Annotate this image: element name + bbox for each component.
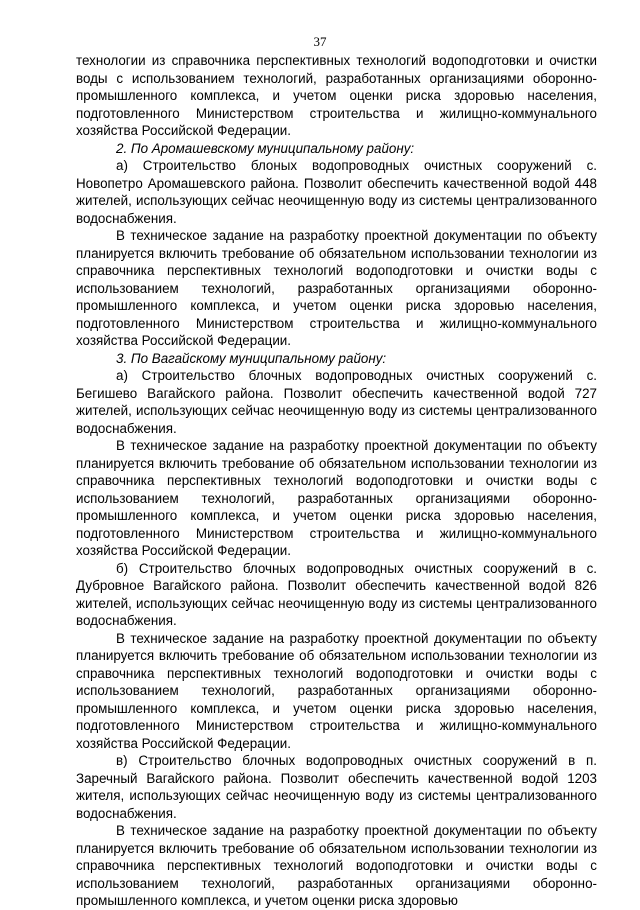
document-body [76,52,597,910]
paragraph-technical-requirement: В техническое задание на разработку проектной документации по объекту планируется включить требование об обязательном использовании технологии из справочника перспективных технологий водоподготовки и очистки воды с использованием технологий, разработанных организациями оборонно-промышленного комплекса, и учетом оценки риска здоровью населения, подготовленного Министерством строительства и жилищно-коммунального хозяйства Российской Федерации. [76,630,597,751]
page-number: 37 [313,34,327,49]
paragraph-continuation: технологии из справочника перспективных технологий водоподготовки и очистки воды с использованием технологий, разработанных организациями оборонно-промышленного комплекса, и учетом оценки риска здоровью населения, подготовленного Министерством строительства и жилищно-коммунального хозяйства Российской Федерации. [76,53,597,138]
paragraph-item-v-zarechny: в) Строительство блочных водопроводных очистных сооружений в п. Заречный Вагайского района. Позволит обеспечить качественной водой 1203 жителя, использующих сейчас неочищенную воду из системы централизованного водоснабжения. [76,753,597,821]
paragraph-technical-requirement: В техническое задание на разработку проектной документации по объекту планируется включить требование об обязательном использовании технологии из справочника перспективных технологий водоподготовки и очистки воды с использованием технологий, разработанных организациями оборонно-промышленного комплекса, и учетом оценки риска здоровью [76,823,597,908]
paragraph-technical-requirement: В техническое задание на разработку проектной документации по объекту планируется включить требование об обязательном использовании технологии из справочника перспективных технологий водоподготовки и очистки воды с использованием технологий, разработанных организациями оборонно-промышленного комплекса, и учетом оценки риска здоровью населения, подготовленного Министерством строительства и жилищно-коммунального хозяйства Российской Федерации. [76,228,597,348]
section-heading-aromashevsky: 2. По Аромашевскому муниципальному району: [116,140,415,156]
paragraph-item-a-novopetro: а) Строительство блоных водопроводных очистных сооружений с. Новопетро Аромашевского района. Позволит обеспечить качественной водой 448 жителей, использующих сейчас неочищенную воду из системы централизованного водоснабжения. [76,158,597,226]
section-heading-vagaysky: 3. По Вагайскому муниципальному району: [116,350,387,366]
paragraph-technical-requirement: В техническое задание на разработку проектной документации по объекту планируется включить требование об обязательном использовании технологии из справочника перспективных технологий водоподготовки и очистки воды с использованием технологий, разработанных организациями оборонно-промышленного комплекса, и учетом оценки риска здоровью населения, подготовленного Министерством строительства и жилищно-коммунального хозяйства Российской Федерации. [76,438,597,558]
paragraph-item-a-begishevo: а) Строительство блочных водопроводных очистных сооружений с. Бегишево Вагайского района. Позволит обеспечить качественной водой 727 жителей, использующих сейчас неочищенную воду из системы централизованного водоснабжения. [76,368,597,436]
paragraph-item-b-dubrovnoe: б) Строительство блочных водопроводных очистных сооружений в с. Дубровное Вагайского района. Позволит обеспечить качественной водой 826 жителей, использующих сейчас неочищенную воду из системы централизованного водоснабжения. [76,560,597,628]
